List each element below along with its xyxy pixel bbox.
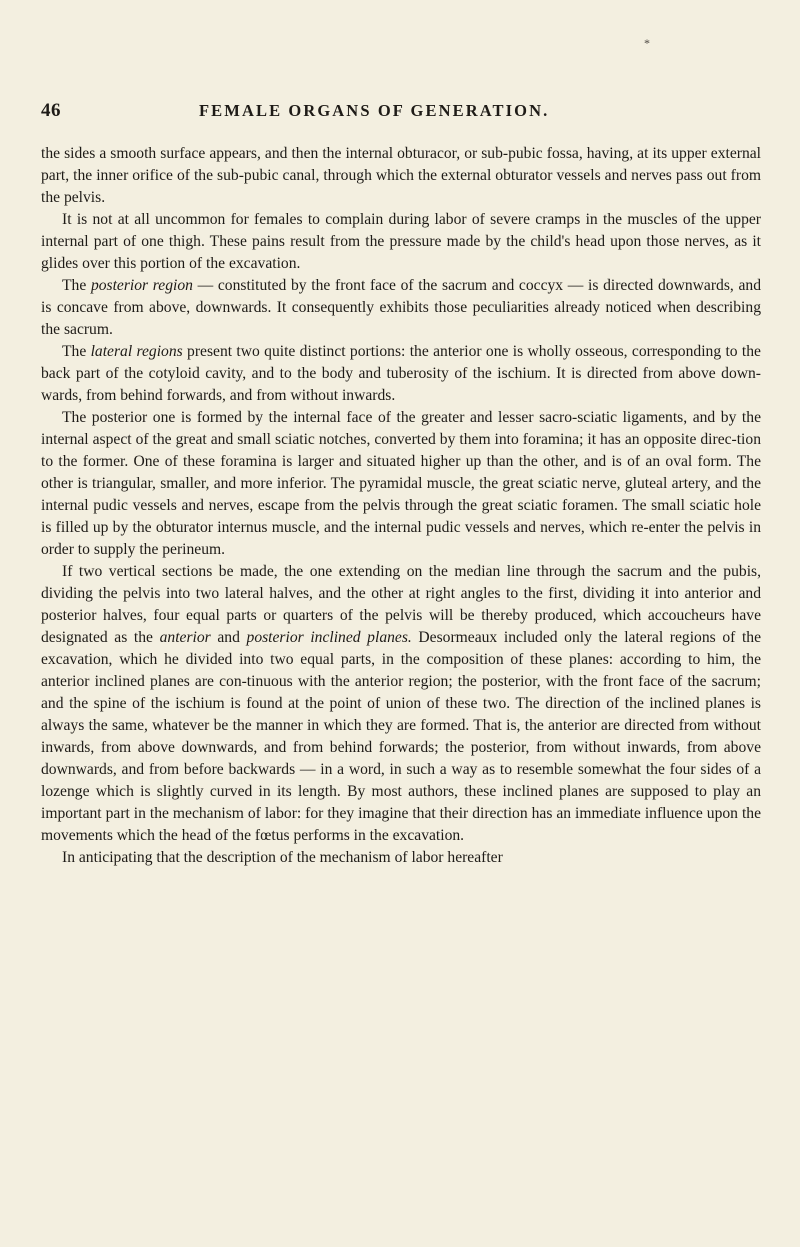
- paragraph-text: It is not at all uncommon for females to complain during labor of severe cramps in the muscles of the upper internal part of one thigh. These pains result from the pressure made by the child's head upon those nerves, as it glides over this portion of the excavation.: [41, 211, 761, 272]
- paragraph-text: The: [62, 343, 91, 360]
- paragraph: [41, 209, 761, 275]
- paragraph-text: In anticipating that the description of the mechanism of labor hereafter: [62, 849, 503, 866]
- page-header: [41, 100, 761, 128]
- italic-term: posterior region: [90, 277, 193, 294]
- italic-term: anterior: [159, 629, 211, 646]
- paragraph: [41, 407, 761, 561]
- paragraph-text: the sides a smooth surface appears, and then the internal obturacor, or sub-pubic fossa, having, at its upper external part, the inner orifice of the sub-pubic canal, through which the external obturator vessels and nerves pass out from the pelvis.: [41, 145, 761, 206]
- paragraph-text: The: [62, 277, 91, 294]
- running-head: FEMALE ORGANS OF GENERATION.: [199, 101, 550, 120]
- paragraph: [41, 561, 761, 847]
- paragraph: [41, 143, 761, 209]
- italic-term: posterior inclined planes.: [246, 629, 412, 646]
- page-number: 46: [41, 100, 61, 121]
- italic-term: lateral regions: [90, 343, 183, 360]
- paragraph: [41, 341, 761, 407]
- paragraph-text: If two vertical sections be made, the one extending on the median line through the sacrum and the pubis, dividing the pelvis into two lateral halves, and the other at right angles to the first, dividing it into anterior and posterior halves, four equal parts or quarters of the pelvis will be thereby produced, which accoucheurs have designated as the: [41, 563, 761, 646]
- corner-mark: *: [644, 36, 650, 50]
- paragraph: [41, 275, 761, 341]
- paragraph-text: — constituted by the front face of the sacrum and coccyx — is directed downwards, and is concave from above, downwards. It consequently exhibits those peculiarities already noticed when describing the sacrum.: [41, 277, 761, 338]
- paragraph-text: present two quite distinct portions: the anterior one is wholly osseous, corresponding to the back part of the cotyloid cavity, and to the body and tuberosity of the ischium. It is directed from above down-wards, from behind forwards, and from without inwards.: [41, 343, 761, 404]
- paragraph-text: and: [210, 629, 247, 646]
- paragraph: [41, 847, 761, 869]
- paragraph-text: The posterior one is formed by the internal face of the greater and lesser sacro-sciatic ligaments, and by the internal aspect of the great and small sciatic notches, converted by them into foramina; it has an opposite direc-tion to the former. One of these foramina is larger and situated higher up than the other, and is of an oval form. The other is triangular, smaller, and more inferior. The pyramidal muscle, the great sciatic nerve, gluteal artery, and the internal pudic vessels and nerves, escape from the pelvis through the great sciatic foramen. The small sciatic hole is filled up by the obturator internus muscle, and the internal pudic vessels and nerves, which re-enter the pelvis in order to supply the perineum.: [41, 409, 761, 558]
- paragraph-text: Desormeaux included only the lateral regions of the excavation, which he divided into two equal parts, in the composition of these planes: according to him, the anterior inclined planes are con-tinuous with the anterior region; the posterior, with the front face of the sacrum; and the spine of the ischium is found at the point of union of these two. The direction of the inclined planes is always the same, whatever be the manner in which they are formed. That is, the anterior are directed from without inwards, from above downwards, and from behind forwards; the posterior, from without inwards, from above downwards, and from before backwards — in a word, in such a way as to resemble somewhat the four sides of a lozenge which is slightly curved in its length. By most authors, these inclined planes are supposed to play an important part in the mechanism of labor: for they imagine that their direction has an immediate influence upon the movements which the head of the fœtus performs in the excavation.: [41, 629, 761, 844]
- body-text: [41, 143, 761, 869]
